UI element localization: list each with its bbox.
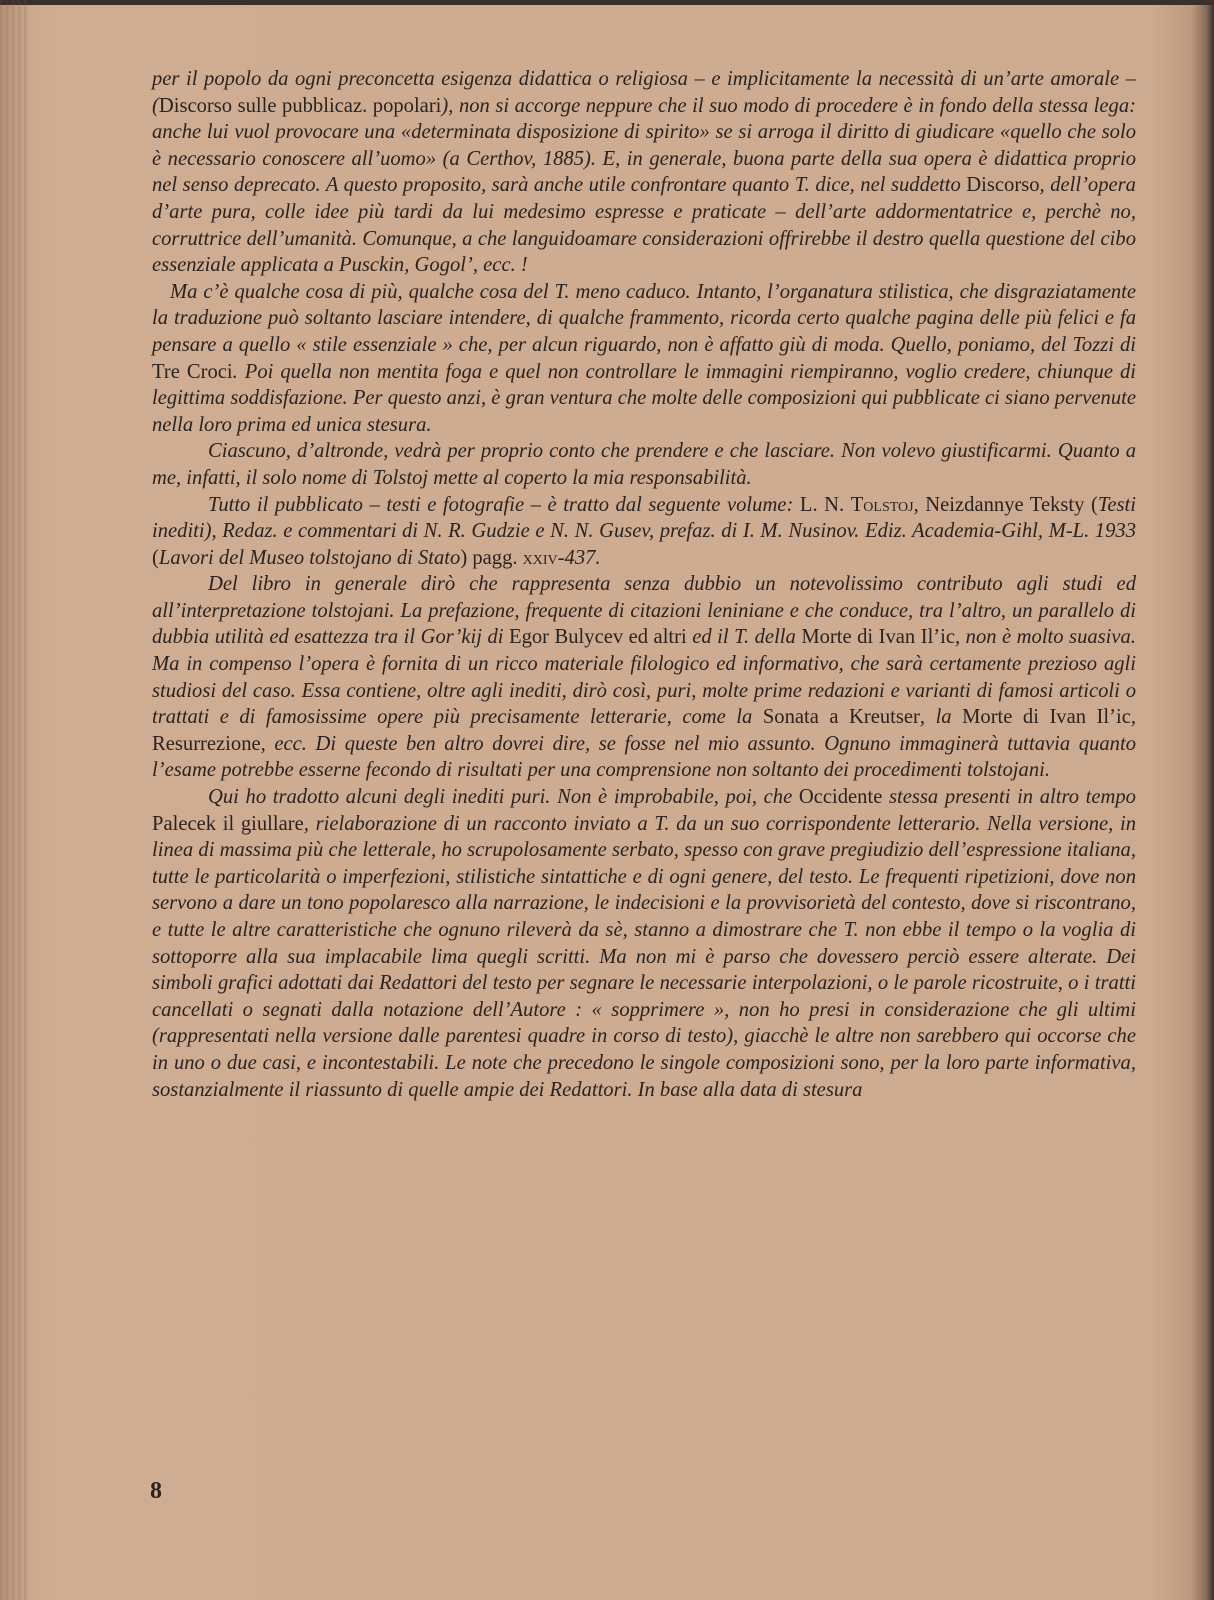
- page-number: 8: [150, 1478, 162, 1504]
- text-segment: di: [482, 626, 509, 649]
- text-segment: Testi inediti: [152, 493, 1136, 543]
- page-spine-left: [0, 0, 28, 1600]
- text-segment: Sonata a Kreutser: [762, 706, 920, 729]
- top-edge-rule: [0, 0, 1214, 5]
- text-segment: -437.: [557, 546, 601, 569]
- paragraph: [152, 279, 1136, 439]
- text-segment: ), non si accorge neppure che il suo modo di procedere è in fondo della stessa lega: anche lui vuol provocare una «determinata disposizione di spirito» se si arroga il diritto di giudicare «quello che solo è necessario conoscere all’uomo» (a Certhov, 1885). E, in generale, buona parte della sua opera è didattica proprio nel senso deprecato. A questo proposito, sarà anche utile confrontare quanto T. dice, nel suddetto: [152, 94, 1136, 197]
- text-segment: , Neizdannye Teksty: [913, 493, 1085, 516]
- text-segment: Qui ho tradotto alcuni degli inediti puri. Non è improbabile, poi, che: [208, 786, 799, 809]
- text-segment: Occidente: [798, 786, 883, 809]
- text-segment: (: [152, 546, 159, 569]
- page-edge-right: [1192, 0, 1214, 1600]
- text-segment: Tolstoj: [850, 493, 914, 516]
- text-segment: Ciascuno, d’altronde, vedrà per proprio conto che prendere e che lasciare. Non volevo giustificarmi. Quanto a me, infatti, il solo nome di Tolstoj mette al coperto la mia responsabilità.: [152, 440, 1136, 489]
- text-segment: Discorso sulle pubblicaz. popolari: [158, 94, 442, 117]
- text-segment: , rielaborazione di un racconto inviato a T. da un suo corrispondente letterario. Nella versione, in linea di massima più che letterale, ho scrupolosamente serbato, spesso con grave pregiudizio dell’espressione italiana, tutte le particolarità o imperfezioni, stilistiche sintattiche e di ogni genere, del testo. Le frequenti ripetizioni, dove non servono a dare un tono popolaresco alla narrazione, le indecisioni e la provvisorietà del contesto, dove si riscontrano, e tutte le altre caratteristiche che ognuno rileverà da sè, stanno a dimostrare che T. non ebbe il tempo o la voglia di sottoporre alla sua implacabile lima quegli scritti. Ma non mi è parso che dovessero perciò essere alterate. Dei simboli grafici adottati dai Redattori del testo per segnare le necessarie interpolazioni, o le parole ricostruite, o i tratti cancellati o segnati dalla notazione dell’Autore : « sopprimere », non ho presi in considerazione che gli ultimi (rappresentati nella versione dalle parentesi quadre in corso di testo), giacchè le altre non sarebbero qui occorse che in uno o due casi, e incontestabili. Le note che precedono le singole composizioni sono, per la loro parte informativa, sostanzialmente il riassunto di quelle ampie dei Redattori. In base alla data di stesura: [152, 812, 1137, 1101]
- text-segment: Ma c’è qualche cosa di più, qualche cosa del T. meno caduco. Intanto, l’organatura stilistica, che disgraziatamente la traduzione può soltanto lasciare intendere, di qualche frammento, ricorda certo qualche pagina delle più felici e fa pensare a quello « stile essenziale » che, per alcun riguardo, non è affatto giù di moda. Quello, poniamo, del Tozzi di: [152, 280, 1136, 356]
- text-segment: stessa presenti in altro tempo: [882, 786, 1136, 809]
- text-segment: ed il T. della: [686, 626, 802, 649]
- text-segment: Discorso: [966, 174, 1040, 197]
- text-segment: per il popolo da ogni preconcetta esigenza didattica o religiosa – e implicitamente la necessità di un’arte amorale – (: [152, 68, 1136, 117]
- paragraph: [152, 66, 1136, 279]
- paragraph: [152, 784, 1136, 1103]
- text-segment: xxiv: [522, 546, 558, 569]
- text-segment: Morte di Ivan Il’ic: [801, 626, 956, 649]
- text-segment: ,: [1130, 706, 1136, 729]
- text-segment: , ecc. Di queste ben altro dovrei dire, se fosse nel mio assunto. Ognuno immaginerà tuttavia quanto l’esame potrebbe esserne fecondo di risultati per una comprensione non soltanto dei procedimenti tolstojani.: [152, 732, 1136, 782]
- body-text: [152, 66, 1136, 1103]
- text-segment: ), Redaz. e commentari di N. R. Gudzie e N. N. Gusev, prefaz. di I. M. Nusinov. Ediz. Academia-Gihl, M-L. 1933: [204, 520, 1136, 543]
- text-segment: L. N.: [799, 493, 851, 516]
- text-segment: Palecek il giullare: [152, 812, 304, 835]
- text-segment: , dell’opera d’arte pura, colle idee più tardi da lui medesimo espresse e praticate – dell’arte addormentatrice e, perchè no, corruttrice dell’umanità. Comunque, a che languidoamare considerazioni offrirebbe il destro quella questione del cibo essenziale applicata a Pusckin, Gogol’, ecc. !: [152, 174, 1136, 277]
- paragraph: [152, 492, 1136, 572]
- text-segment: . Poi quella non mentita foga e quel non controllare le immagini riempiranno, voglio credere, chiunque di legittima soddisfazione. Per questo anzi, è gran ventura che molte delle composizioni qui pubblicate ci siano pervenute nella loro prima ed unica stesura.: [152, 360, 1136, 436]
- text-segment: , la: [919, 706, 963, 729]
- text-segment: Tutto il pubblicato – testi e fotografie – è tratto dal seguente volume:: [208, 493, 800, 516]
- text-segment: Lavori del Museo tolstojano di Stato: [158, 546, 461, 569]
- text-segment: Gor’kij: [420, 626, 482, 649]
- text-segment: ) pagg.: [460, 546, 523, 569]
- text-segment: , non è molto suasiva. Ma in compenso l’opera è fornita di un ricco materiale filologico ed informativo, che sarà certamente prezioso agli studiosi del caso. Essa contiene, oltre agli inediti, dirò così, puri, molte prime redazioni e varianti di famosi articoli o trattati e di famosissime opere più precisamente letterarie, come la: [152, 626, 1136, 729]
- paragraph: [152, 571, 1136, 784]
- text-segment: Egor Bulycev ed altri: [509, 626, 687, 649]
- text-segment: (: [1084, 493, 1098, 516]
- text-segment: Del libro in generale dirò che rappresenta senza dubbio un notevolissimo contributo agli studi ed all’interpretazione tolstojani. La prefazione, frequente di citazioni leniniane e che conduce, tra l’altro, un parallelo di dubbia utilità ed esattezza tra il: [152, 573, 1136, 649]
- paragraph: [152, 438, 1136, 491]
- text-segment: Tre Croci: [152, 360, 233, 383]
- text-segment: Morte di Ivan Il’ic: [962, 706, 1131, 729]
- text-segment: Resurrezione: [152, 732, 261, 755]
